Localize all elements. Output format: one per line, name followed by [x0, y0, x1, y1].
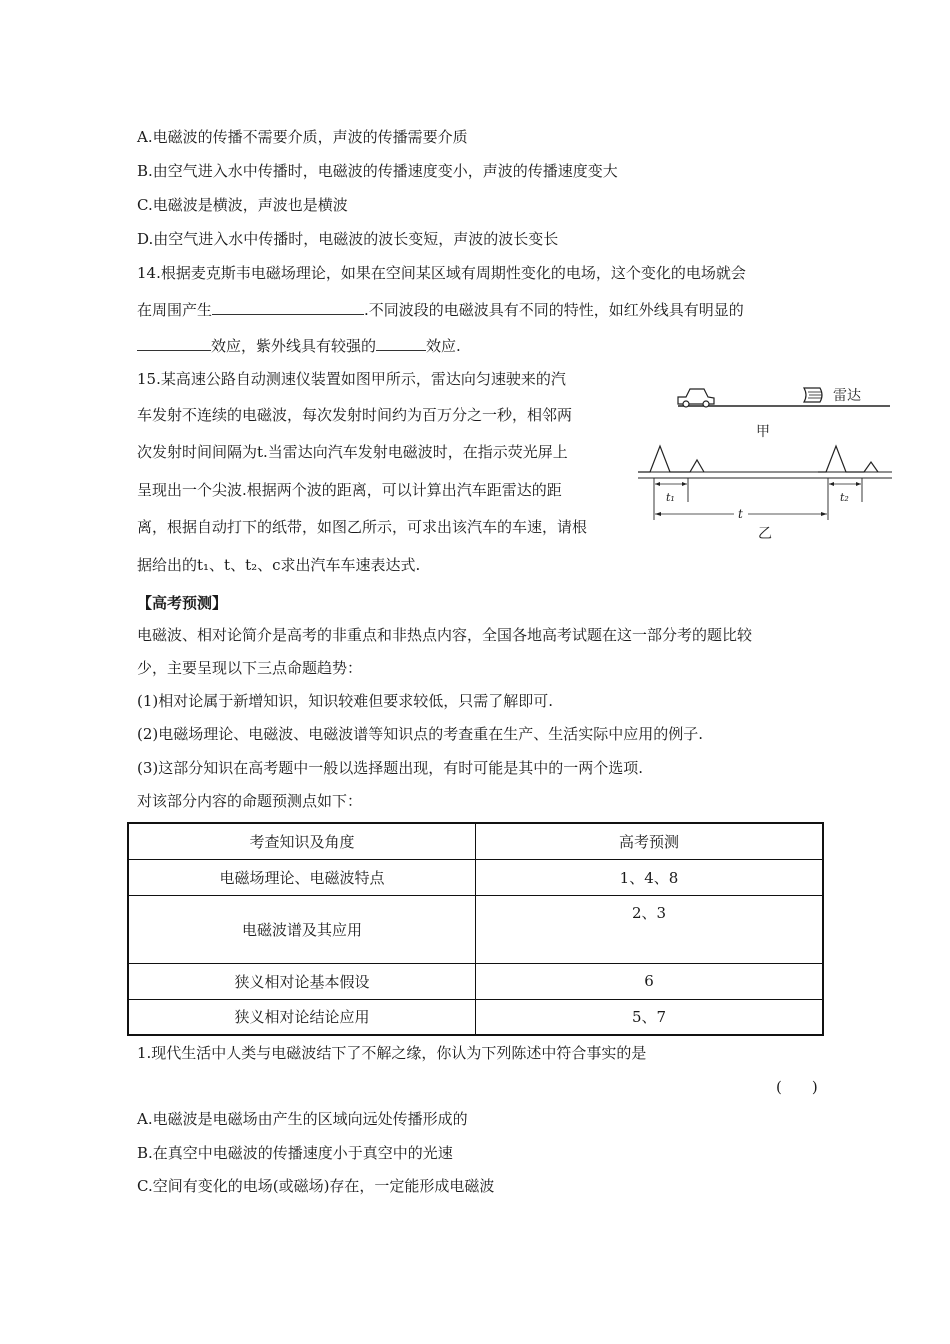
yi-label: 乙 — [758, 526, 772, 542]
q14-line1: 14.根据麦克斯韦电磁场理论，如果在空间某区域有周期性变化的电场，这个变化的电场就会 — [137, 264, 746, 282]
prediction-heading: 【高考预测】 — [137, 594, 228, 612]
table-cell: 狭义相对论结论应用 — [128, 999, 476, 1035]
pulse-left — [638, 446, 704, 472]
table-header: 考查知识及角度 — [128, 823, 476, 859]
table-header-row — [128, 823, 823, 859]
answer-paren: ( ) — [776, 1078, 818, 1096]
car-icon — [678, 389, 714, 407]
blank-2 — [137, 334, 211, 351]
option-a: A.电磁波的传播不需要介质，声波的传播需要介质 — [137, 128, 468, 146]
q15-line3: 次发射时间间隔为t.当雷达向汽车发射电磁波时，在指示荧光屏上 — [137, 443, 568, 461]
q14-line2-a: 在周围产生 — [137, 301, 213, 319]
t1-label: t₁ — [666, 491, 675, 504]
q15-line1: 15.某高速公路自动测速仪装置如图甲所示，雷达向匀速驶来的汽 — [137, 370, 566, 388]
q14-line2-b: .不同波段的电磁波具有不同的特性，如红外线具有明显的 — [364, 301, 744, 319]
prediction-line3: (1)相对论属于新增知识，知识较难但要求较低，只需了解即可. — [137, 692, 554, 710]
radar-label: 雷达 — [833, 388, 861, 404]
blank-1 — [212, 298, 364, 315]
q15-line5: 离，根据自动打下的纸带，如图乙所示，可求出该汽车的车速，请根 — [137, 518, 588, 536]
radar-icon — [804, 388, 822, 402]
prediction-line5: (3)这部分知识在高考题中一般以选择题出现，有时可能是其中的一两个选项. — [137, 759, 644, 777]
q14-line3 — [137, 334, 461, 356]
option-b: B.由空气进入水中传播时，电磁波的传播速度变小，声波的传播速度变大 — [137, 162, 618, 180]
table-cell: 2、3 — [476, 895, 824, 963]
q15-line2: 车发射不连续的电磁波，每次发射时间约为百万分之一秒，相邻两 — [137, 406, 573, 424]
prediction-table — [127, 822, 824, 1036]
table-row — [128, 963, 823, 999]
blank-3 — [376, 334, 426, 351]
table-header: 高考预测 — [476, 823, 824, 859]
q15-line4: 呈现出一个尖波.根据两个波的距离，可以计算出汽车距雷达的距 — [137, 481, 562, 499]
q1-option-a: A.电磁波是电磁场由产生的区域向远处传播形成的 — [137, 1110, 468, 1128]
q1-option-b: B.在真空中电磁波的传播速度小于真空中的光速 — [137, 1144, 453, 1162]
q14-line2 — [137, 298, 744, 320]
prediction-line6: 对该部分内容的命题预测点如下： — [137, 792, 363, 810]
table-cell: 电磁场理论、电磁波特点 — [128, 859, 476, 895]
table-cell: 6 — [476, 963, 824, 999]
q14-line3-b: 效应. — [426, 337, 461, 355]
table-row — [128, 999, 823, 1035]
radar-figure — [638, 378, 898, 543]
pulse-right — [818, 446, 878, 472]
table-cell: 1、4、8 — [476, 859, 824, 895]
t-label: t — [738, 507, 743, 521]
t2-label: t₂ — [840, 491, 849, 504]
q1-option-c: C.空间有变化的电场(或磁场)存在，一定能形成电磁波 — [137, 1177, 495, 1195]
prediction-line4: (2)电磁场理论、电磁波、电磁波谱等知识点的考查重在生产、生活实际中应用的例子. — [137, 725, 704, 743]
q14-line3-a: 效应，紫外线具有较强的 — [211, 337, 377, 355]
jia-label: 甲 — [756, 424, 770, 440]
prediction-line2: 少，主要呈现以下三点命题趋势： — [137, 659, 363, 677]
table-row — [128, 895, 823, 963]
option-c: C.电磁波是横波，声波也是横波 — [137, 196, 348, 214]
q1-stem: 1.现代生活中人类与电磁波结下了不解之缘，你认为下列陈述中符合事实的是 — [137, 1044, 647, 1062]
prediction-line1: 电磁波、相对论简介是高考的非重点和非热点内容，全国各地高考试题在这一部分考的题比较 — [137, 626, 753, 644]
option-d: D.由空气进入水中传播时，电磁波的波长变短，声波的波长变长 — [137, 230, 559, 248]
table-cell: 5、7 — [476, 999, 824, 1035]
table-cell: 电磁波谱及其应用 — [128, 895, 476, 963]
table-row — [128, 859, 823, 895]
table-cell: 狭义相对论基本假设 — [128, 963, 476, 999]
q15-line6: 据给出的t₁、t、t₂、c求出汽车车速表达式. — [137, 556, 421, 574]
